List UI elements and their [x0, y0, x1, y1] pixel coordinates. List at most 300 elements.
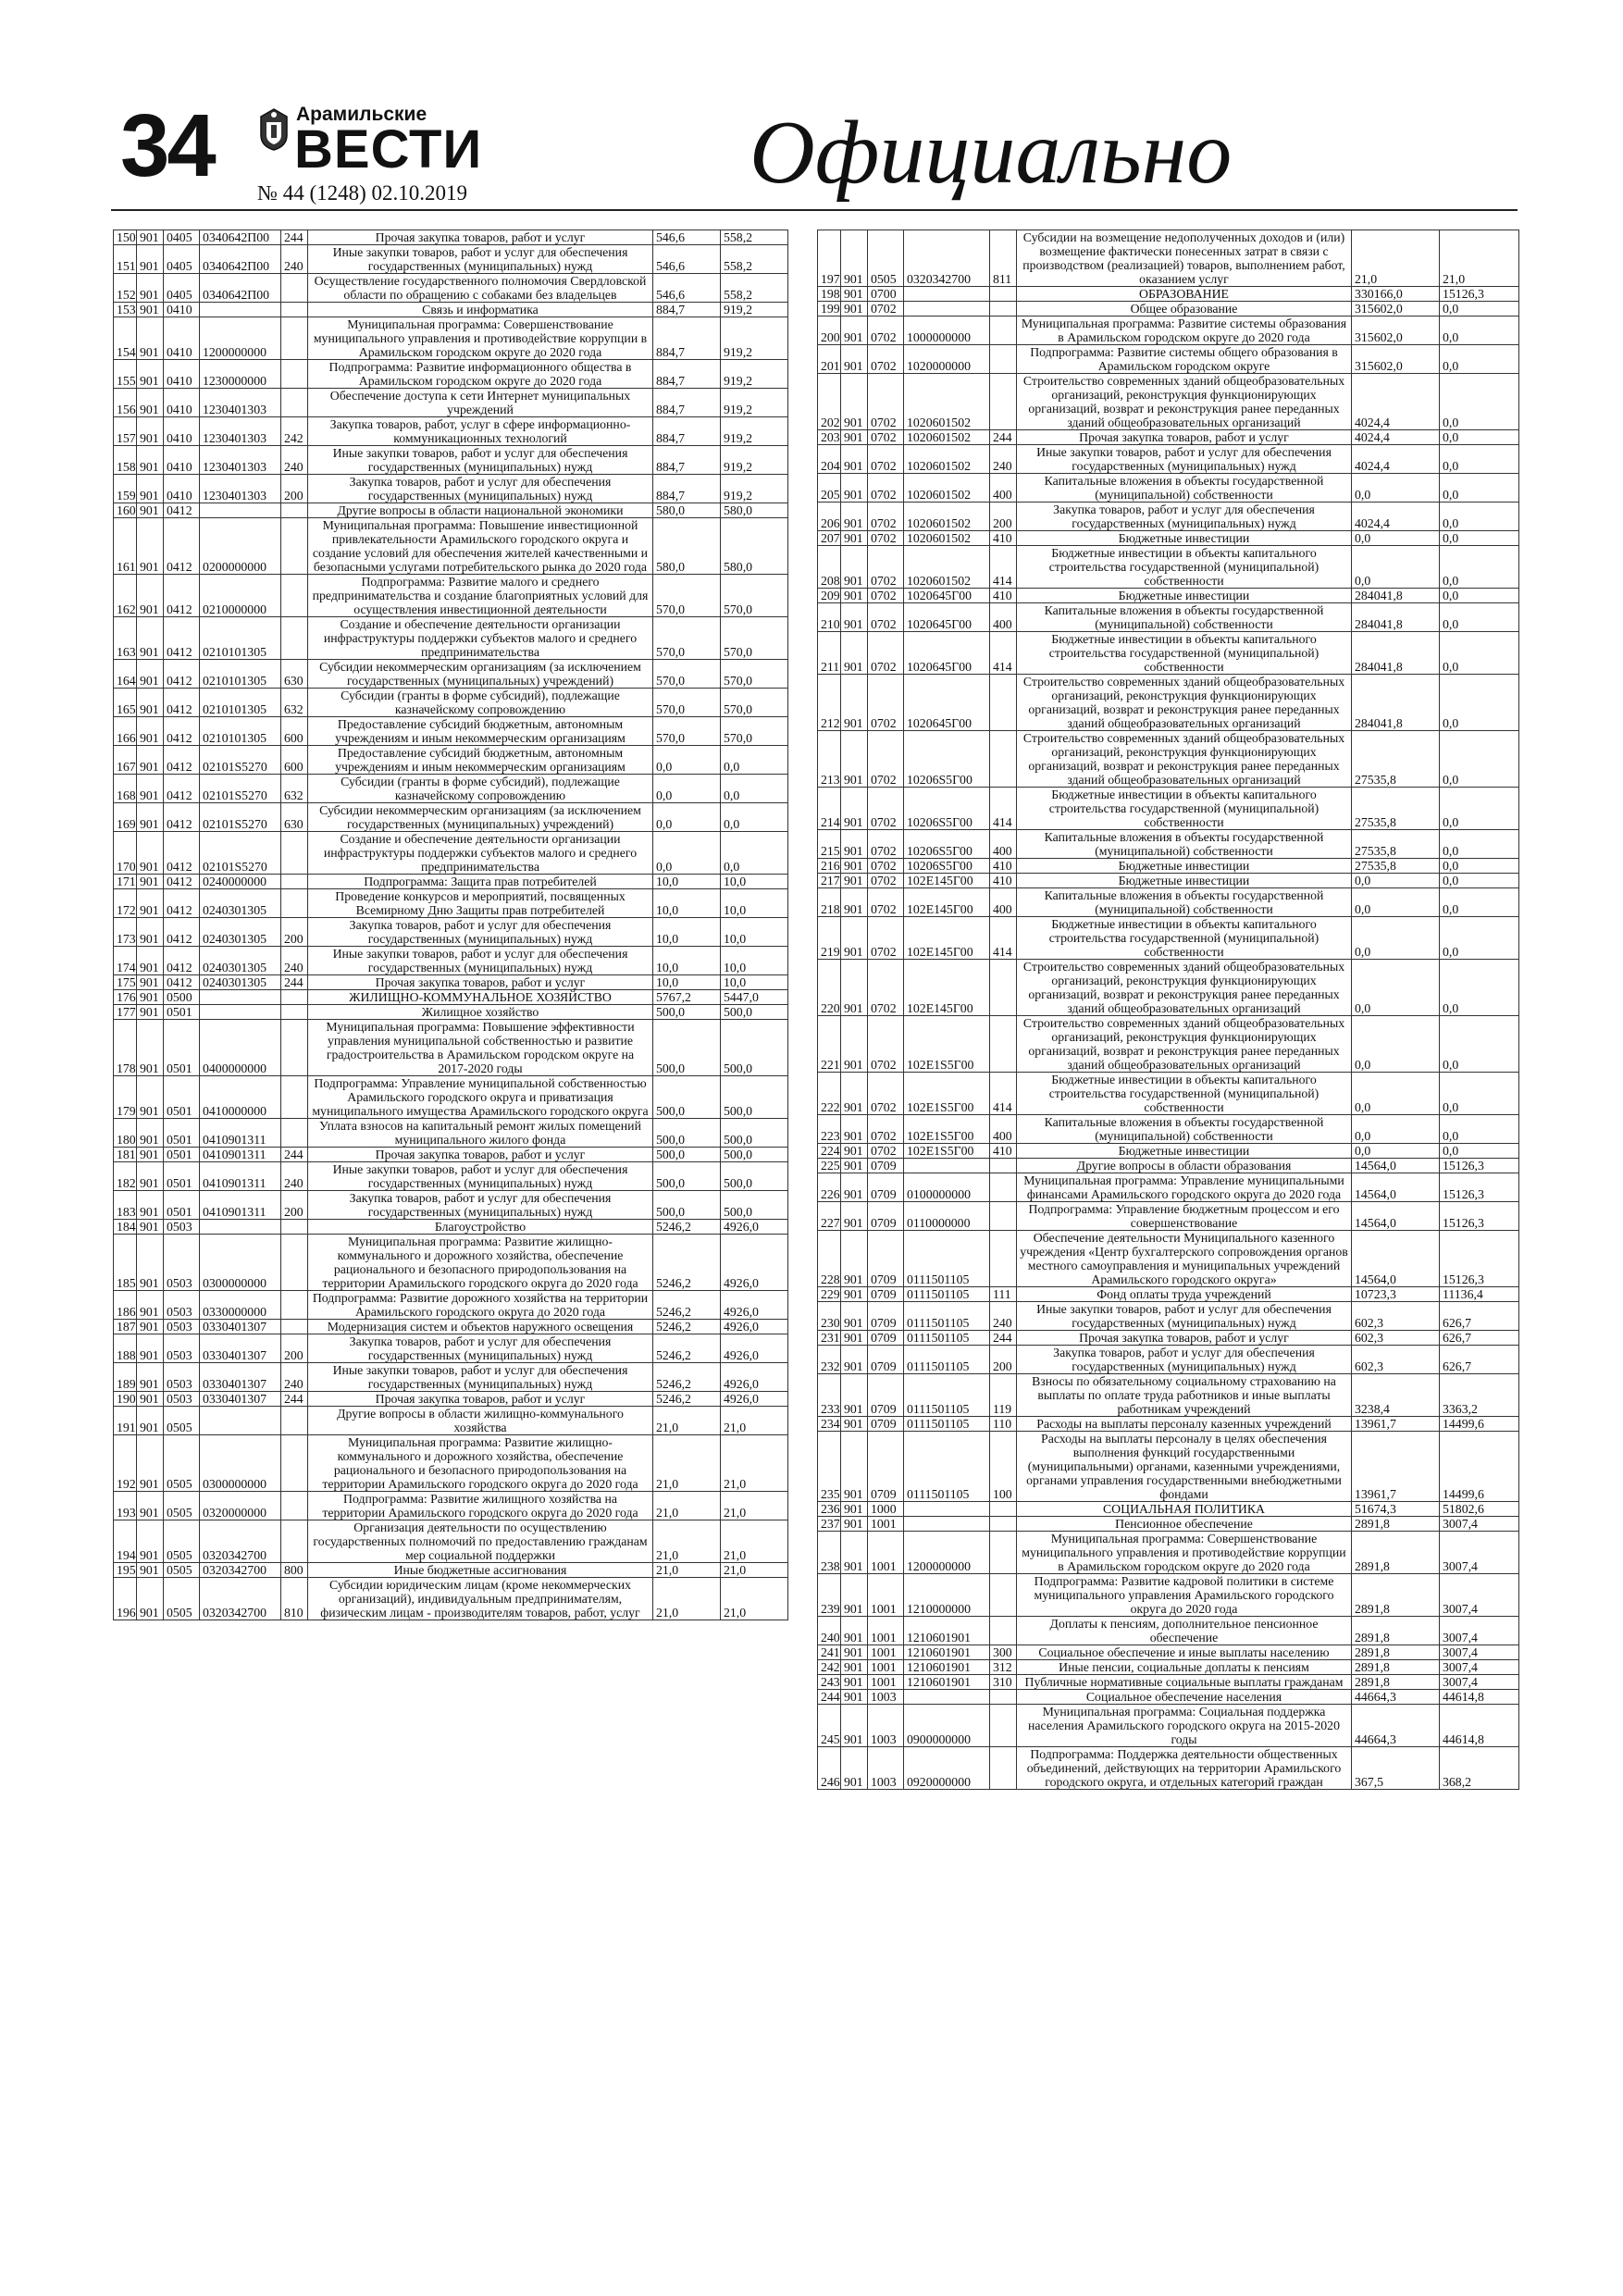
target-article-code: 1020645Г00: [904, 675, 990, 731]
amount-2020: 27535,8: [1352, 788, 1440, 830]
target-article-code: 102E1S5Г00: [904, 1073, 990, 1115]
table-row: [114, 803, 788, 832]
expense-type-code: [990, 1502, 1017, 1517]
expense-type-code: 414: [990, 788, 1017, 830]
section-code: 0405: [164, 245, 200, 274]
amount-2020: 10,0: [653, 918, 721, 947]
table-row: [114, 1392, 788, 1407]
target-article-code: 0111501105: [904, 1346, 990, 1374]
ministry-code: 901: [137, 1148, 164, 1162]
budget-table-left: [113, 230, 788, 1620]
table-row: [114, 446, 788, 475]
row-number: 234: [818, 1417, 841, 1432]
table-row: [114, 1119, 788, 1148]
amount-2021: 580,0: [721, 518, 788, 575]
table-row: [818, 1173, 1519, 1202]
amount-2021: 919,2: [721, 317, 788, 360]
amount-2021: 919,2: [721, 417, 788, 446]
target-article-code: 0330401307: [200, 1320, 281, 1334]
ministry-code: 901: [841, 445, 868, 474]
target-article-code: 0410901311: [200, 1119, 281, 1148]
expense-type-code: 111: [990, 1287, 1017, 1302]
row-number: 178: [114, 1020, 137, 1076]
amount-2021: 0,0: [1440, 1016, 1519, 1073]
target-article-code: 0210101305: [200, 717, 281, 746]
row-number: 228: [818, 1231, 841, 1287]
row-number: 198: [818, 287, 841, 302]
target-article-code: 0340642П00: [200, 245, 281, 274]
expense-type-code: 400: [990, 603, 1017, 632]
row-number: 242: [818, 1660, 841, 1675]
target-article-code: 02101S5270: [200, 775, 281, 803]
item-name: Строительство современных зданий общеобразовательных организаций, реконструкция функционирующих организаций, возврат и реконструкция ранее переданных зданий общеобразовательных организаций: [1017, 675, 1352, 731]
amount-2021: 3363,2: [1440, 1374, 1519, 1417]
table-row: [114, 1435, 788, 1492]
amount-2020: 13961,7: [1352, 1432, 1440, 1502]
ministry-code: 901: [137, 1392, 164, 1407]
expense-type-code: [990, 1532, 1017, 1574]
ministry-code: 901: [137, 274, 164, 303]
expense-type-code: [281, 274, 308, 303]
row-number: 202: [818, 374, 841, 430]
item-name: Прочая закупка товаров, работ и услуг: [1017, 430, 1352, 445]
item-name: Предоставление субсидий бюджетным, автономным учреждениям и иным некоммерческим организациям: [308, 717, 653, 746]
amount-2020: 14564,0: [1352, 1173, 1440, 1202]
amount-2020: 10723,3: [1352, 1287, 1440, 1302]
amount-2021: 500,0: [721, 1191, 788, 1220]
target-article-code: 1020645Г00: [904, 589, 990, 603]
amount-2021: 570,0: [721, 660, 788, 689]
item-name: Муниципальная программа: Развитие жилищно-коммунального и дорожного хозяйства, обеспечение рационального и безопасного природопользования на территории Арамильского городского округа до 2020 года: [308, 1235, 653, 1291]
amount-2020: 21,0: [653, 1407, 721, 1435]
row-number: 162: [114, 575, 137, 617]
row-number: 172: [114, 889, 137, 918]
amount-2021: 0,0: [1440, 1073, 1519, 1115]
table-row: [818, 888, 1519, 917]
amount-2021: 919,2: [721, 389, 788, 417]
table-row: [114, 1191, 788, 1220]
amount-2020: 51674,3: [1352, 1502, 1440, 1517]
amount-2021: 0,0: [1440, 874, 1519, 888]
amount-2021: 0,0: [1440, 302, 1519, 316]
amount-2020: 2891,8: [1352, 1675, 1440, 1690]
target-article-code: 1020601502: [904, 531, 990, 546]
table-row: [114, 889, 788, 918]
ministry-code: 901: [137, 975, 164, 990]
ministry-code: 901: [841, 917, 868, 960]
row-number: 217: [818, 874, 841, 888]
amount-2021: 14499,6: [1440, 1417, 1519, 1432]
expense-type-code: 200: [281, 1191, 308, 1220]
amount-2021: 0,0: [721, 775, 788, 803]
ministry-code: 901: [137, 775, 164, 803]
expense-type-code: [281, 889, 308, 918]
row-number: 187: [114, 1320, 137, 1334]
row-number: 181: [114, 1148, 137, 1162]
amount-2021: 3007,4: [1440, 1617, 1519, 1645]
amount-2020: 884,7: [653, 475, 721, 503]
row-number: 182: [114, 1162, 137, 1191]
item-name: Муниципальная программа: Управление муниципальными финансами Арамильского городского округа до 2020 года: [1017, 1173, 1352, 1202]
row-number: 195: [114, 1563, 137, 1578]
ministry-code: 901: [841, 302, 868, 316]
row-number: 200: [818, 316, 841, 345]
row-number: 193: [114, 1492, 137, 1520]
section-code: 1003: [868, 1705, 904, 1747]
table-row: [818, 830, 1519, 859]
expense-type-code: 240: [281, 1363, 308, 1392]
row-number: 231: [818, 1331, 841, 1346]
table-row: [818, 1159, 1519, 1173]
expense-type-code: [990, 1159, 1017, 1173]
table-row: [114, 1407, 788, 1435]
amount-2021: 626,7: [1440, 1331, 1519, 1346]
expense-type-code: 630: [281, 660, 308, 689]
item-name: Иные закупки товаров, работ и услуг для обеспечения государственных (муниципальных) нужд: [308, 947, 653, 975]
expense-type-code: [990, 316, 1017, 345]
expense-type-code: 414: [990, 917, 1017, 960]
amount-2020: 500,0: [653, 1148, 721, 1162]
table-row: [818, 531, 1519, 546]
target-article-code: 0410901311: [200, 1191, 281, 1220]
expense-type-code: [990, 675, 1017, 731]
item-name: ЖИЛИЩНО-КОММУНАЛЬНОЕ ХОЗЯЙСТВО: [308, 990, 653, 1005]
row-number: 239: [818, 1574, 841, 1617]
table-row: [818, 1574, 1519, 1617]
ministry-code: 901: [137, 1020, 164, 1076]
amount-2020: 315602,0: [1352, 345, 1440, 374]
target-article-code: 0410901311: [200, 1148, 281, 1162]
row-number: 150: [114, 230, 137, 245]
expense-type-code: [990, 1574, 1017, 1617]
expense-type-code: [990, 1231, 1017, 1287]
ministry-code: 901: [841, 888, 868, 917]
issue-info: № 44 (1248) 02.10.2019: [257, 181, 468, 205]
table-row: [114, 947, 788, 975]
target-article-code: 0330000000: [200, 1291, 281, 1320]
expense-type-code: 312: [990, 1660, 1017, 1675]
item-name: Муниципальная программа: Социальная поддержка населения Арамильского городского округа на 2015-2020 годы: [1017, 1705, 1352, 1747]
section-code: 0702: [868, 302, 904, 316]
section-code: 0505: [164, 1563, 200, 1578]
item-name: Строительство современных зданий общеобразовательных организаций, реконструкция функционирующих организаций, возврат и реконструкция ранее переданных зданий общеобразовательных организаций: [1017, 960, 1352, 1016]
table-row: [818, 589, 1519, 603]
target-article-code: 1210601901: [904, 1617, 990, 1645]
section-code: 0702: [868, 589, 904, 603]
amount-2021: 3007,4: [1440, 1675, 1519, 1690]
ministry-code: 901: [841, 1417, 868, 1432]
row-number: 223: [818, 1115, 841, 1144]
target-article-code: 0111501105: [904, 1432, 990, 1502]
expense-type-code: 240: [990, 445, 1017, 474]
expense-type-code: [281, 1435, 308, 1492]
target-article-code: 02101S5270: [200, 832, 281, 875]
ministry-code: 901: [137, 1191, 164, 1220]
amount-2020: 580,0: [653, 503, 721, 518]
table-row: [818, 230, 1519, 287]
expense-type-code: [281, 990, 308, 1005]
row-number: 211: [818, 632, 841, 675]
page-number: 34: [120, 96, 214, 195]
amount-2020: 5246,2: [653, 1392, 721, 1407]
expense-type-code: [281, 1291, 308, 1320]
table-row: [818, 1016, 1519, 1073]
row-number: 245: [818, 1705, 841, 1747]
row-number: 238: [818, 1532, 841, 1574]
header-divider: [111, 209, 1518, 211]
section-code: 0709: [868, 1346, 904, 1374]
amount-2021: 3007,4: [1440, 1532, 1519, 1574]
row-number: 241: [818, 1645, 841, 1660]
amount-2021: 0,0: [1440, 632, 1519, 675]
item-name: Подпрограмма: Управление бюджетным процессом и его совершенствование: [1017, 1202, 1352, 1231]
item-name: Капитальные вложения в объекты государственной (муниципальной) собственности: [1017, 1115, 1352, 1144]
row-number: 175: [114, 975, 137, 990]
expense-type-code: [990, 345, 1017, 374]
amount-2020: 500,0: [653, 1020, 721, 1076]
item-name: Муниципальная программа: Развитие жилищно-коммунального и дорожного хозяйства, обеспечение рационального и безопасного природопользования на территории Арамильского городского округа до 2020 года: [308, 1435, 653, 1492]
table-row: [114, 1320, 788, 1334]
item-name: Бюджетные инвестиции: [1017, 1144, 1352, 1159]
table-row: [818, 632, 1519, 675]
section-code: 0702: [868, 374, 904, 430]
amount-2021: 44614,8: [1440, 1705, 1519, 1747]
item-name: Расходы на выплаты персоналу в целях обеспечения выполнения функций государственными (муниципальными) органами, казенными учреждениями, органами управления государственными внебюджетными фондами: [1017, 1432, 1352, 1502]
table-row: [114, 1148, 788, 1162]
item-name: Бюджетные инвестиции в объекты капитального строительства государственной (муниципальной) собственности: [1017, 546, 1352, 589]
item-name: Прочая закупка товаров, работ и услуг: [308, 975, 653, 990]
item-name: Связь и информатика: [308, 303, 653, 317]
amount-2020: 10,0: [653, 975, 721, 990]
amount-2021: 0,0: [1440, 474, 1519, 503]
table-row: [818, 445, 1519, 474]
ministry-code: 901: [137, 803, 164, 832]
table-row: [818, 1675, 1519, 1690]
table-row: [818, 1747, 1519, 1790]
row-number: 174: [114, 947, 137, 975]
table-row: [114, 1076, 788, 1119]
item-name: Пенсионное обеспечение: [1017, 1517, 1352, 1532]
row-number: 205: [818, 474, 841, 503]
amount-2021: 0,0: [1440, 960, 1519, 1016]
amount-2020: 570,0: [653, 717, 721, 746]
ministry-code: 901: [841, 874, 868, 888]
target-article-code: [200, 1220, 281, 1235]
target-article-code: 0410901311: [200, 1162, 281, 1191]
item-name: Иные закупки товаров, работ и услуг для обеспечения государственных (муниципальных) нужд: [308, 1363, 653, 1392]
amount-2020: 0,0: [653, 746, 721, 775]
ministry-code: 901: [841, 474, 868, 503]
target-article-code: 102E145Г00: [904, 874, 990, 888]
amount-2021: 0,0: [1440, 830, 1519, 859]
amount-2020: 546,6: [653, 230, 721, 245]
row-number: 166: [114, 717, 137, 746]
target-article-code: 1230401303: [200, 417, 281, 446]
expense-type-code: [990, 731, 1017, 788]
ministry-code: 901: [137, 1320, 164, 1334]
amount-2020: 2891,8: [1352, 1532, 1440, 1574]
row-number: 235: [818, 1432, 841, 1502]
amount-2020: 2891,8: [1352, 1617, 1440, 1645]
section-code: 0505: [164, 1435, 200, 1492]
row-number: 210: [818, 603, 841, 632]
ministry-code: 901: [137, 875, 164, 889]
ministry-code: 901: [841, 1231, 868, 1287]
ministry-code: 901: [841, 430, 868, 445]
target-article-code: 0320342700: [904, 230, 990, 287]
coat-of-arms-icon: [257, 107, 291, 152]
table-row: [114, 1235, 788, 1291]
logo-main-text: ВЕСТИ: [294, 119, 483, 180]
amount-2020: 602,3: [1352, 1331, 1440, 1346]
amount-2020: 10,0: [653, 889, 721, 918]
amount-2021: 4926,0: [721, 1320, 788, 1334]
table-row: [114, 1334, 788, 1363]
amount-2021: 368,2: [1440, 1747, 1519, 1790]
expense-type-code: [281, 360, 308, 389]
target-article-code: 0110000000: [904, 1202, 990, 1231]
target-article-code: 1000000000: [904, 316, 990, 345]
amount-2021: 0,0: [1440, 603, 1519, 632]
expense-type-code: 244: [990, 430, 1017, 445]
item-name: Другие вопросы в области жилищно-коммунального хозяйства: [308, 1407, 653, 1435]
item-name: Организация деятельности по осуществлению государственных полномочий по предоставлению гражданам мер социальной поддержки: [308, 1520, 653, 1563]
amount-2020: 21,0: [653, 1578, 721, 1620]
item-name: Муниципальная программа: Повышение эффективности управления муниципальной собственностью и развитие градостроительства в Арамильском городском округе на 2017-2020 годы: [308, 1020, 653, 1076]
section-code: 0702: [868, 1115, 904, 1144]
amount-2020: 0,0: [653, 803, 721, 832]
amount-2021: 626,7: [1440, 1346, 1519, 1374]
row-number: 246: [818, 1747, 841, 1790]
ministry-code: 901: [841, 731, 868, 788]
target-article-code: 0320000000: [200, 1492, 281, 1520]
row-number: 169: [114, 803, 137, 832]
table-row: [114, 975, 788, 990]
item-name: Закупка товаров, работ и услуг для обеспечения государственных (муниципальных) нужд: [308, 475, 653, 503]
expense-type-code: 244: [281, 230, 308, 245]
expense-type-code: 632: [281, 689, 308, 717]
expense-type-code: 200: [281, 1334, 308, 1363]
row-number: 191: [114, 1407, 137, 1435]
target-article-code: 1230401303: [200, 446, 281, 475]
amount-2020: 2891,8: [1352, 1660, 1440, 1675]
amount-2021: 0,0: [1440, 675, 1519, 731]
item-name: Прочая закупка товаров, работ и услуг: [308, 1148, 653, 1162]
table-row: [818, 1302, 1519, 1331]
item-name: Субсидии некоммерческим организациям (за исключением государственных (муниципальных) учреждений): [308, 660, 653, 689]
ministry-code: 901: [137, 303, 164, 317]
section-code: 0709: [868, 1374, 904, 1417]
expense-type-code: 240: [281, 446, 308, 475]
row-number: 216: [818, 859, 841, 874]
amount-2021: 500,0: [721, 1005, 788, 1020]
row-number: 232: [818, 1346, 841, 1374]
table-row: [818, 316, 1519, 345]
ministry-code: 901: [841, 1705, 868, 1747]
expense-type-code: [990, 1747, 1017, 1790]
section-code: 0702: [868, 1073, 904, 1115]
section-code: 0405: [164, 230, 200, 245]
budget-table-right: [817, 230, 1519, 1790]
amount-2021: 919,2: [721, 475, 788, 503]
expense-type-code: 240: [281, 245, 308, 274]
row-number: 167: [114, 746, 137, 775]
item-name: Закупка товаров, работ и услуг для обеспечения государственных (муниципальных) нужд: [1017, 1346, 1352, 1374]
section-code: 0702: [868, 1144, 904, 1159]
row-number: 227: [818, 1202, 841, 1231]
section-code: 1003: [868, 1747, 904, 1790]
amount-2021: 21,0: [1440, 230, 1519, 287]
row-number: 188: [114, 1334, 137, 1363]
expense-type-code: [281, 1076, 308, 1119]
ministry-code: 901: [137, 503, 164, 518]
target-article-code: 1230401303: [200, 389, 281, 417]
row-number: 161: [114, 518, 137, 575]
table-row: [114, 1291, 788, 1320]
amount-2020: 2891,8: [1352, 1574, 1440, 1617]
item-name: Создание и обеспечение деятельности организации инфраструктуры поддержки субъектов малого и среднего предпринимательства: [308, 832, 653, 875]
section-code: 0702: [868, 316, 904, 345]
section-code: 0709: [868, 1231, 904, 1287]
target-article-code: 0210101305: [200, 617, 281, 660]
item-name: Уплата взносов на капитальный ремонт жилых помещений муниципального жилого фонда: [308, 1119, 653, 1148]
logo-top-text: Арамильские: [296, 104, 427, 125]
table-row: [114, 1005, 788, 1020]
table-row: [114, 918, 788, 947]
item-name: ОБРАЗОВАНИЕ: [1017, 287, 1352, 302]
ministry-code: 901: [841, 1173, 868, 1202]
expense-type-code: 600: [281, 717, 308, 746]
item-name: Социальное обеспечение и иные выплаты населению: [1017, 1645, 1352, 1660]
amount-2020: 14564,0: [1352, 1231, 1440, 1287]
item-name: Муниципальная программа: Совершенствование муниципального управления и противодействие коррупции в Арамильском городском округе до 2020 года: [308, 317, 653, 360]
target-article-code: 1020601502: [904, 474, 990, 503]
section-code: 0702: [868, 445, 904, 474]
expense-type-code: 244: [281, 1392, 308, 1407]
ministry-code: 901: [137, 990, 164, 1005]
amount-2021: 0,0: [721, 803, 788, 832]
ministry-code: 901: [841, 531, 868, 546]
target-article-code: 10206S5Г00: [904, 859, 990, 874]
amount-2020: 0,0: [1352, 888, 1440, 917]
ministry-code: 901: [137, 575, 164, 617]
row-number: 212: [818, 675, 841, 731]
table-row: [114, 1162, 788, 1191]
section-code: 0501: [164, 1020, 200, 1076]
ministry-code: 901: [137, 918, 164, 947]
section-code: 0412: [164, 875, 200, 889]
row-number: 160: [114, 503, 137, 518]
item-name: СОЦИАЛЬНАЯ ПОЛИТИКА: [1017, 1502, 1352, 1517]
amount-2021: 0,0: [1440, 531, 1519, 546]
table-row: [818, 1073, 1519, 1115]
table-row: [818, 675, 1519, 731]
expense-type-code: [990, 960, 1017, 1016]
amount-2020: 5246,2: [653, 1320, 721, 1334]
target-article-code: 102E1S5Г00: [904, 1115, 990, 1144]
target-article-code: 1020601502: [904, 503, 990, 531]
amount-2020: 5246,2: [653, 1334, 721, 1363]
section-code: 0500: [164, 990, 200, 1005]
section-code: 0505: [164, 1578, 200, 1620]
ministry-code: 901: [841, 1302, 868, 1331]
ministry-code: 901: [137, 1005, 164, 1020]
table-row: [818, 546, 1519, 589]
table-row: [114, 518, 788, 575]
row-number: 158: [114, 446, 137, 475]
row-number: 184: [114, 1220, 137, 1235]
ministry-code: 901: [841, 1202, 868, 1231]
